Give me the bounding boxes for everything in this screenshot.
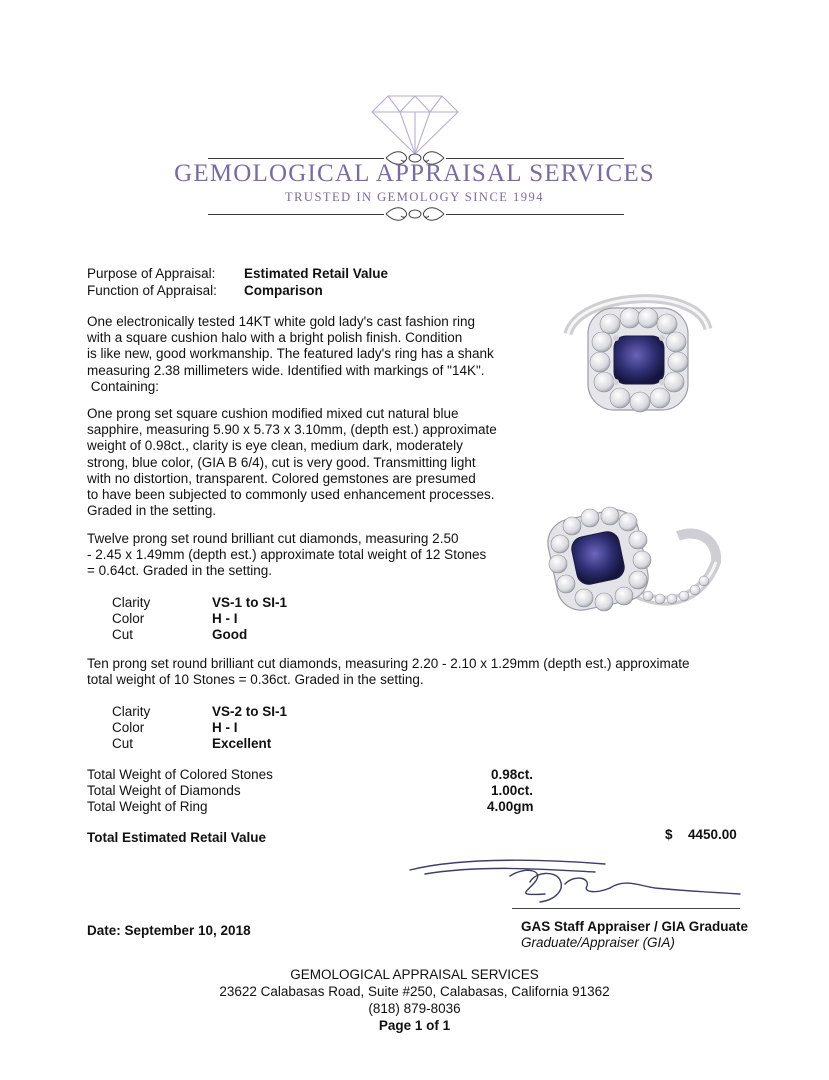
text-line: = 0.64ct. Graded in the setting. [87, 563, 272, 579]
function-value: Comparison [244, 283, 323, 298]
clarity-label: Clarity [112, 704, 151, 719]
footer-phone: (818) 879-8036 [368, 1001, 461, 1016]
clarity-value: VS-2 to SI-1 [212, 704, 288, 719]
total-diamonds-label: Total Weight of Diamonds [87, 783, 241, 798]
total-colored-value: 0.98ct. [491, 767, 534, 782]
diamonds-description-2 [87, 656, 690, 688]
sapphire-description [87, 406, 497, 519]
cut-value: Excellent [212, 736, 272, 751]
page-number: Page 1 of 1 [378, 1018, 451, 1033]
signature-line [512, 908, 740, 909]
total-ring-value: 4.00gm [487, 799, 534, 814]
retail-value-label: Total Estimated Retail Value [87, 830, 267, 845]
purpose-label: Purpose of Appraisal: [87, 266, 216, 281]
text-line: - 2.45 x 1.49mm (depth est.) approximate total weight of 12 Stones [87, 547, 487, 563]
appraisal-date: Date: September 10, 2018 [87, 923, 251, 938]
header-rule-top-left [208, 158, 384, 159]
footer-address: 23622 Calabasas Road, Suite #250, Calabasas, California 91362 [219, 984, 610, 999]
company-name: GEMOLOGICAL APPRAISAL SERVICES [174, 160, 655, 187]
header-rule-bottom-right [446, 214, 624, 215]
header-rule-top-right [446, 158, 624, 159]
total-ring-label: Total Weight of Ring [87, 799, 208, 814]
clarity-value: VS-1 to SI-1 [212, 595, 288, 610]
diamonds-description-1 [87, 531, 486, 580]
text-line: One electronically tested 14KT white gold lady's cast fashion ring [87, 314, 476, 329]
cut-label: Cut [112, 736, 134, 751]
color-label: Color [112, 611, 145, 626]
ornament-scroll-icon [384, 204, 446, 224]
text-line: measuring 2.38 millimeters wide. Identified with markings of "14K". [87, 362, 485, 378]
color-value: H - I [212, 611, 238, 626]
text-line: Ten prong set round brilliant cut diamonds, measuring 2.20 - 2.10 x 1.29mm (depth est.) approximate [87, 656, 690, 671]
ring-photo-top [548, 274, 728, 434]
header-rule-bottom-left [208, 214, 384, 215]
footer-company: GEMOLOGICAL APPRAISAL SERVICES [290, 967, 539, 982]
text-line: Twelve prong set round brilliant cut diamonds, measuring 2.50 [87, 531, 459, 546]
text-line: One prong set square cushion modified mixed cut natural blue [87, 406, 459, 421]
clarity-label: Clarity [112, 595, 151, 610]
purpose-value: Estimated Retail Value [244, 266, 389, 281]
diamond-icon [370, 92, 460, 156]
function-label: Function of Appraisal: [87, 283, 217, 298]
appraiser-subtitle: Graduate/Appraiser (GIA) [521, 935, 675, 950]
color-value: H - I [212, 720, 238, 735]
cut-label: Cut [112, 627, 134, 642]
text-line: is like new, good workmanship. The featured lady's ring has a shank [87, 346, 494, 362]
ring-description [87, 314, 494, 395]
text-line: to have been subjected to commonly used enhancement processes. [87, 487, 495, 503]
cut-value: Good [212, 627, 248, 642]
company-tagline: TRUSTED IN GEMOLOGY SINCE 1994 [284, 190, 545, 204]
appraiser-signature [405, 852, 745, 912]
color-label: Color [112, 720, 145, 735]
text-line: weight of 0.98ct., clarity is eye clean, medium dark, moderately [87, 438, 463, 454]
total-colored-label: Total Weight of Colored Stones [87, 767, 273, 782]
text-line: Containing: [87, 378, 160, 394]
text-line: Graded in the setting. [87, 503, 217, 519]
text-line: sapphire, measuring 5.90 x 5.73 x 3.10mm, (depth est.) approximate [87, 422, 497, 438]
text-line: with no distortion, transparent. Colored gemstones are presumed [87, 470, 476, 486]
currency-symbol: $ [665, 827, 673, 842]
text-line: with a square cushion halo with a bright polish finish. Condition [87, 330, 463, 346]
appraiser-title: GAS Staff Appraiser / GIA Graduate [521, 919, 749, 934]
retail-value: 4450.00 [688, 827, 737, 842]
text-line: strong, blue color, (GIA B 6/4), cut is very good. Transmitting light [87, 454, 476, 470]
ring-photo-side [538, 500, 738, 640]
total-diamonds-value: 1.00ct. [491, 783, 534, 798]
text-line: total weight of 10 Stones = 0.36ct. Graded in the setting. [87, 672, 424, 688]
